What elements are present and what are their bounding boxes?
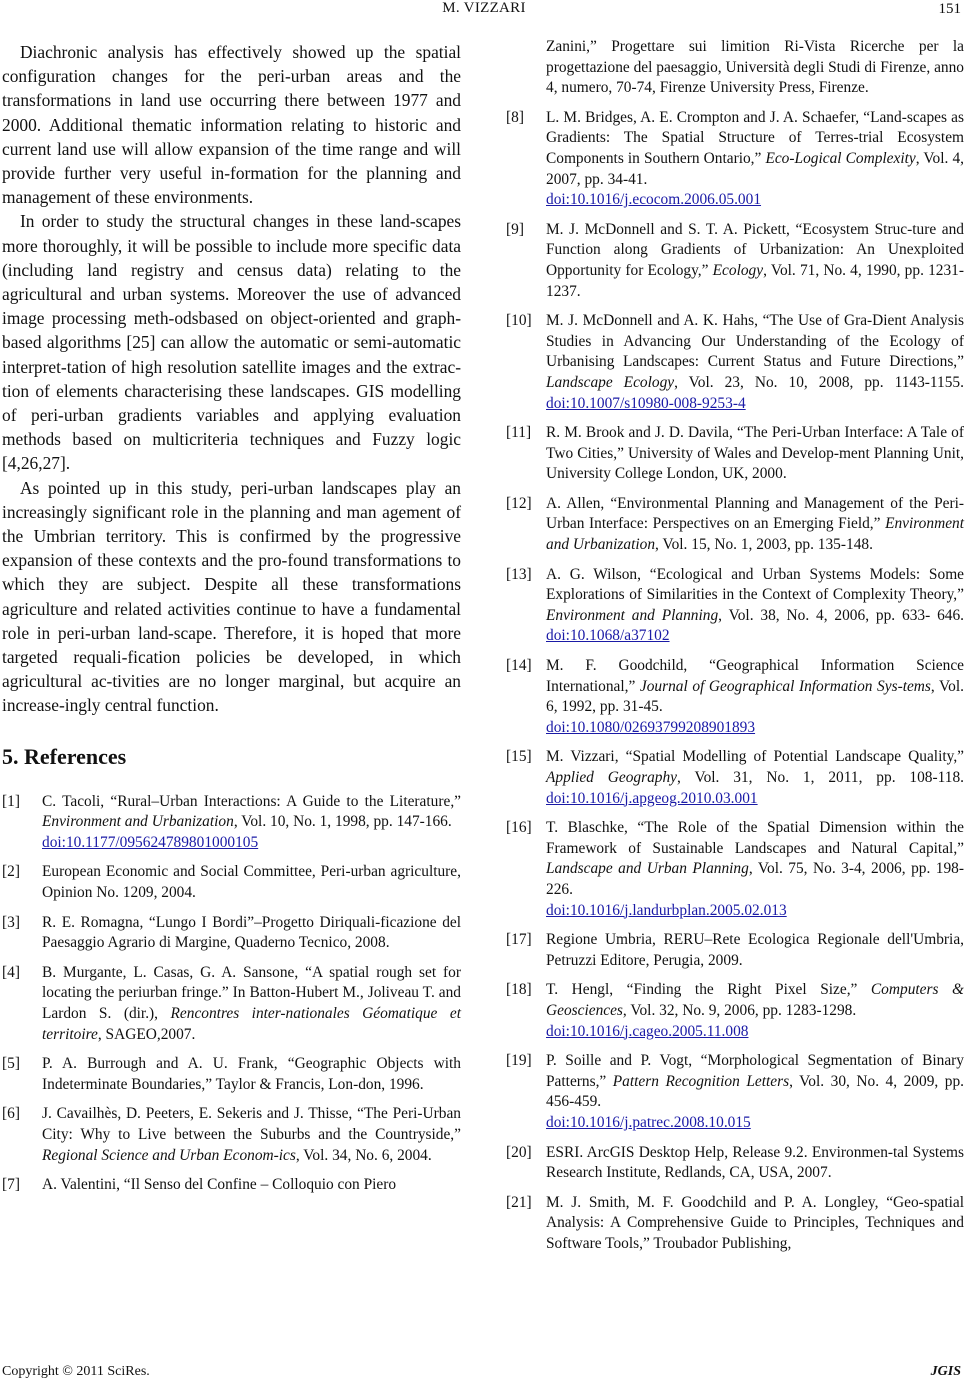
doi-link[interactable]: doi:10.1016/j.cageo.2005.11.008 (546, 1022, 749, 1040)
reference-number: [21] (506, 1193, 532, 1211)
page-header (0, 0, 968, 24)
reference-text: A. Valentini, “Il Senso del Confine – Colloquio con Piero (42, 1176, 397, 1194)
reference-number: [10] (506, 312, 532, 330)
reference-number: [1] (2, 792, 20, 810)
left-column (2, 40, 461, 1205)
reference-details: , Vol. 23, No. 10, 2008, pp. 1143-1155. (674, 373, 964, 391)
reference-item (2, 792, 461, 854)
reference-number: [9] (506, 220, 524, 238)
reference-item (506, 108, 964, 211)
reference-source-title: Environment and Urbanization (546, 515, 964, 554)
reference-number: [14] (506, 657, 532, 675)
reference-text: L. M. Bridges, A. E. Crompton and J. A. Schaefer, “Land-scapes as Gradients: The Spatial Structure of Terres-trial Ecosystem Components in Southern Ontario,” (546, 108, 964, 167)
reference-details: , Vol. 15, No. 1, 2003, pp. 135-148. (655, 536, 873, 554)
reference-number: [13] (506, 565, 532, 583)
reference-number: [4] (2, 963, 20, 981)
reference-number: [18] (506, 981, 532, 999)
reference-number: [19] (506, 1052, 532, 1070)
reference-number: [5] (2, 1055, 20, 1073)
reference-item (506, 565, 964, 647)
reference-item (506, 311, 964, 414)
reference-details: , Vol. 30, No. 4, 2009, pp. 456-459. (546, 1072, 964, 1111)
reference-text: A. G. Wilson, “Ecological and Urban Systems Models: Some Explorations of Similarities in the Context of Complexity Theory,” (546, 565, 964, 604)
doi-link[interactable]: doi:10.1016/j.landurbplan.2005.02.013 (546, 901, 787, 919)
reference-item (506, 1193, 964, 1255)
reference-text: C. Tacoli, “Rural–Urban Interactions: A Guide to the Literature,” (42, 792, 461, 810)
copyright-notice: Copyright © 2011 SciRes. (2, 1364, 150, 1379)
reference-item (506, 818, 964, 921)
section-heading: 5. References (2, 743, 127, 769)
doi-link[interactable]: doi:10.1080/02693799208901893 (546, 718, 756, 736)
reference-details: , Vol. 10, No. 1, 1998, pp. 147-166. (233, 813, 452, 831)
reference-number: [12] (506, 494, 532, 512)
reference-item (506, 423, 964, 485)
reference-details: , Vol. 32, No. 9, 2006, pp. 1283-1298. (622, 1001, 857, 1019)
reference-number: [11] (506, 424, 532, 442)
reference-text: Regione Umbria, RERU–Rete Ecologica Regionale dell'Umbria, Petruzzi Editore, Perugia, 2009. (546, 931, 964, 969)
reference-source-title: Computers & Geosciences (546, 981, 964, 1019)
doi-link[interactable]: doi:10.1016/j.ecocom.2006.05.001 (546, 191, 762, 209)
reference-item (2, 1175, 461, 1196)
reference-text: European Economic and Social Committee, Peri-urban agriculture, Opinion No. 1209, 2004. (42, 863, 461, 902)
doi-link[interactable]: doi:10.1016/j.patrec.2008.10.015 (546, 1113, 751, 1131)
doi-link[interactable]: doi:10.1016/j.apgeog.2010.03.001 (546, 789, 758, 807)
reference-source-title: Applied Geography (546, 769, 677, 786)
reference-number: [8] (506, 108, 524, 126)
reference-details: , Vol. 75, No. 3-4, 2006, pp. 198-226. (546, 860, 965, 898)
reference-number: [17] (506, 931, 532, 949)
reference-source-title: Regional Science and Urban Econom-ics (42, 1146, 296, 1164)
reference-item (2, 1104, 461, 1166)
page-number: 151 (938, 1, 961, 17)
journal-abbrev: JGIS (930, 1364, 961, 1379)
reference-item (2, 1054, 461, 1095)
reference-item (506, 1051, 964, 1133)
reference-text: ESRI. ArcGIS Desktop Help, Release 9.2. Environmen-tal Systems Research Institute, Redlands, CA, USA, 2007. (546, 1143, 964, 1182)
reference-source-title: Pattern Recognition Letters (612, 1072, 790, 1090)
reference-text: B. Murgante, L. Casas, G. A. Sansone, “A spatial rough set for locating the periurban fringe.” In Batton-Hubert M., Joliveau T. and Lardon S. (dir.), (42, 963, 461, 1023)
reference-number: [16] (506, 819, 532, 837)
reference-item (2, 862, 461, 903)
reference-number: [20] (506, 1143, 532, 1161)
reference-details: , Vol. 31, No. 1, 2011, pp. 108-118. (677, 769, 964, 786)
body-paragraph: As pointed up in this study, peri-urban landscapes play an increasingly significant role in the planning and man agement of the Umbrian territory. This is confirmed by the progressive expansion of these contexts and the pro-found transformations to which they are subject. Despite all these transformations agriculture and related activities continue to have a fundamental role in peri-urban land-scape. Therefore, it is hoped that more targeted requali-fication policies be developed, in which agricultural ac-tivities are no longer marginal, but acquire an increase-ingly central function. (2, 477, 461, 716)
reference-source-title: Environment and Planning (546, 606, 719, 624)
body-paragraph: In order to study the structural changes in these land-scapes more thoroughly, it will be possible to include more specific data (including land registry and census data) relating to the agricultural and urban systems. Moreover the use of advanced image processing meth-odsbased on object-oriented and graph-based algorithms [25] can allow the automatic or semi-automatic interpret-tation of high resolution satellite images and the extrac-tion of elements characterising these landscapes. GIS modelling of peri-urban gradients variables and applying evaluation methods based on multicriteria techniques and Fuzzy logic [4,26,27]. (2, 211, 461, 474)
doi-link[interactable]: doi:10.1177/095624789801000105 (42, 833, 259, 851)
reference-text: R. M. Brook and J. D. Davila, “The Peri-Urban Interface: A Tale of Two Cities,” University of Wales and Develop-ment Planning Unit, University College London, UK, 2000. (546, 424, 964, 483)
reference-text: P. A. Burrough and A. U. Frank, “Geographic Objects with Indeterminate Boundaries,” Taylor & Francis, Lon-don, 1996. (42, 1055, 461, 1093)
reference-item (2, 913, 461, 954)
reference-item (506, 930, 964, 971)
reference-number: [2] (2, 863, 20, 881)
reference-details: , Vol. 6, 1992, pp. 31-45. (546, 677, 964, 716)
reference-item (506, 980, 964, 1042)
running-head-author: M. VIZZARI (442, 0, 526, 16)
reference-text: M. J. McDonnell and A. K. Hahs, “The Use of Gra-Dient Analysis Studies in Advancing Our Understanding of the Ecology of Urbanising Landscapes: Current Status and Future Directions,” (546, 312, 964, 371)
reference-details: , Vol. 38, No. 4, 2006, pp. 633- 646. (718, 606, 965, 624)
body-paragraph: Diachronic analysis has effectively showed up the spatial configuration changes for the peri-urban areas and the transformations in land use occurring there between 1977 and 2000. Additional thematic information relating to historic and current land use will allow expansion of the time range and will provide further very useful in-formation for the planning and management of these environments. (2, 42, 461, 208)
reference-text: M. F. Goodchild, “Geographical Information Science International,” (546, 657, 964, 695)
reference-item (506, 494, 964, 556)
reference-source-title: Environment and Urbanization (42, 813, 234, 831)
reference-text: M. Vizzari, “Spatial Modelling of Potential Landscape Quality,” (546, 748, 964, 766)
reference-source-title: Rencontres inter-nationales Géomatique et territoire (42, 1005, 461, 1043)
doi-link[interactable]: doi:10.1068/a37102 (546, 627, 670, 645)
reference-details: , Vol. 71, No. 4, 1990, pp. 1231-1237. (546, 261, 964, 300)
reference-source-title: Landscape Ecology (546, 373, 675, 391)
reference-details: , Vol. 34, No. 6, 2004. (295, 1146, 432, 1164)
reference-source-title: Landscape and Urban Planning (546, 860, 749, 878)
reference-list-right (506, 108, 964, 1255)
reference-item (506, 656, 964, 738)
reference-item (506, 1143, 964, 1184)
reference-list-left (2, 792, 461, 1196)
reference-text: P. Soille and P. Vogt, “Morphological Segmentation of Binary Patterns,” (546, 1052, 964, 1090)
reference-source-title: Eco-Logical Complexity (765, 149, 916, 167)
reference-source-title: Ecology (712, 261, 764, 279)
reference-item (506, 220, 964, 302)
reference-number: [15] (506, 748, 532, 766)
reference-details: , Vol. 4, 2007, pp. 34-41. (546, 149, 964, 188)
reference-number: [3] (2, 913, 20, 931)
reference-continuation: Zanini,” Progettare sui limition Ri-Vista Ricerche per la progettazione del paesaggio, Università degli Studi di Firenze, anno 4, numero, 70-74, Firenze University Press, Firenze. (546, 38, 964, 97)
doi-link[interactable]: doi:10.1007/s10980-008-9253-4 (546, 394, 746, 412)
reference-text: M. J. Smith, M. F. Goodchild and P. A. Longley, “Geo-spatial Analysis: A Comprehensive Guide to Principles, Techniques and Software Tools,” Troubador Publishing, (546, 1193, 964, 1252)
reference-text: J. Cavailhès, D. Peeters, E. Sekeris and J. Thisse, “The Peri-Urban City: Why to Live between the Suburbs and the Countryside,” (42, 1105, 461, 1143)
reference-details: , SAGEO,2007. (97, 1025, 196, 1043)
reference-item (2, 963, 461, 1045)
reference-item (506, 747, 964, 809)
reference-number: [7] (2, 1176, 20, 1194)
reference-text: M. J. McDonnell and S. T. A. Pickett, “Ecosystem Struc-ture and Function along Gradients of Urbanization: An Unexploited Opportunity for Ecology,” (546, 220, 964, 279)
right-column (506, 37, 964, 1263)
reference-text: A. Allen, “Environmental Planning and Management of the Peri-Urban Interface: Perspectives on an Emerging Field,” (546, 494, 964, 533)
reference-source-title: Journal of Geographical Information Sys-tems (639, 677, 931, 695)
reference-text: T. Blaschke, “The Role of the Spatial Dimension within the Framework of Sustainable Landscapes and Natural Capital,” (546, 819, 964, 857)
reference-text: R. E. Romagna, “Lungo I Bordi”–Progetto Diriquali-ficazione del Paesaggio Agrario di Margine, Quaderno Tecnico, 2008. (42, 913, 461, 952)
reference-number: [6] (2, 1105, 20, 1123)
reference-text: T. Hengl, “Finding the Right Pixel Size,” (546, 981, 871, 999)
